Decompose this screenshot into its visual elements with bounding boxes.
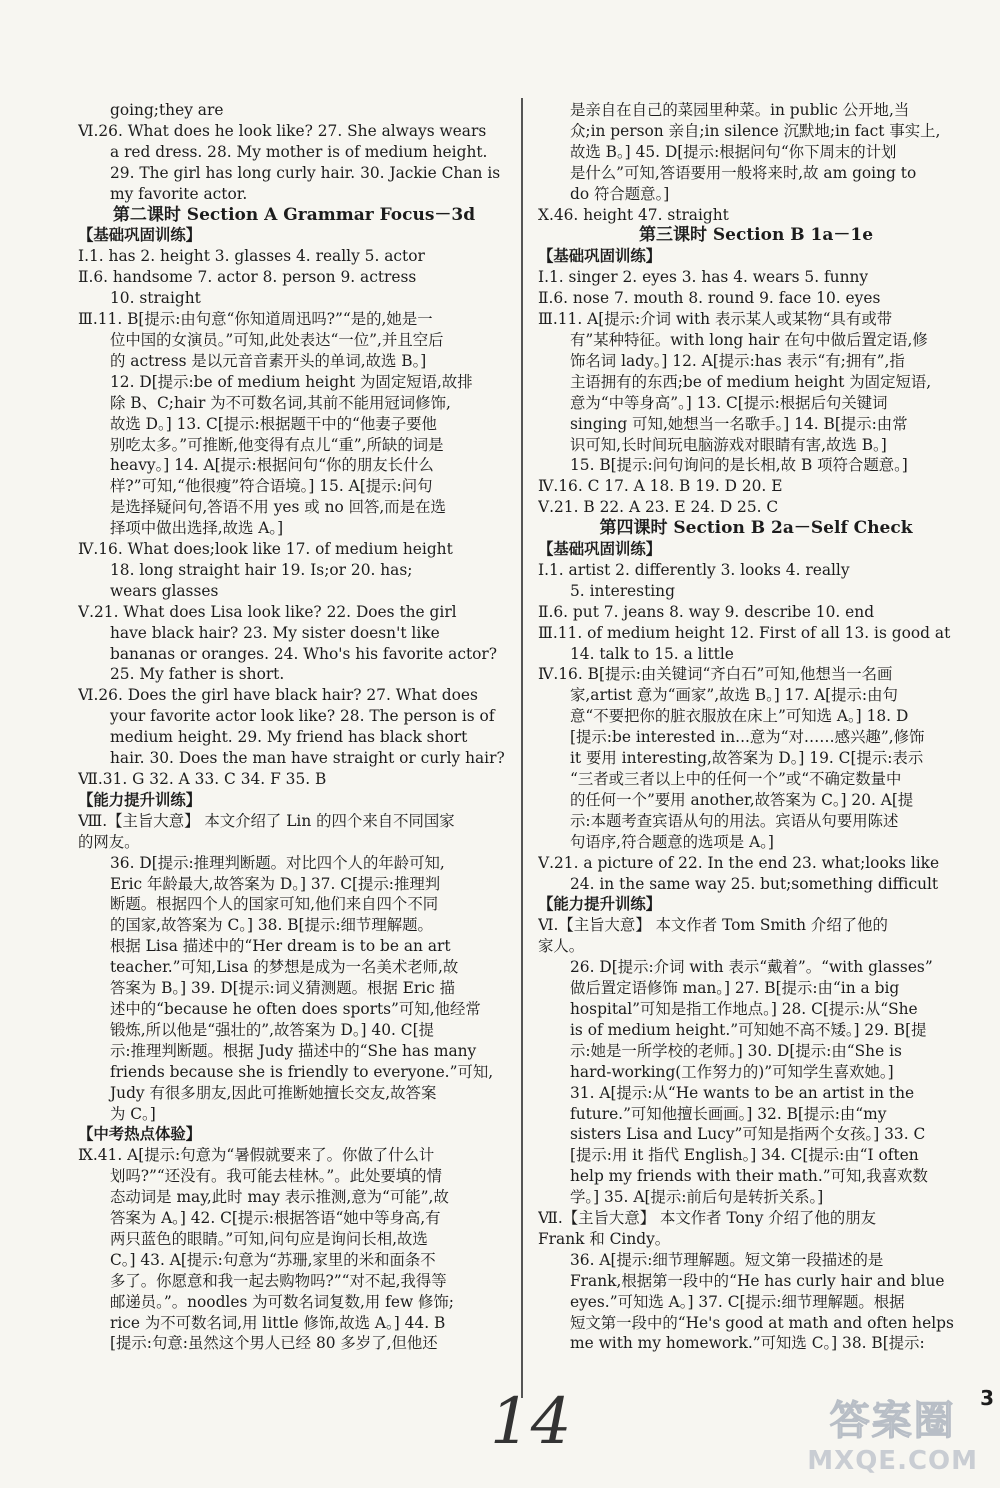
answer-line: my favorite actor. xyxy=(110,184,248,203)
answer-line: Frank,根据第一段中的“He has curly hair and blue xyxy=(570,1271,945,1290)
answer-line: 择项中做出选择,故选 A。] xyxy=(110,519,284,538)
answer-line: Ⅰ.1. singer 2. eyes 3. has 4. wears 5. funny xyxy=(538,268,869,287)
answer-line: teacher.”可知,Lisa 的梦想是成为一名美术老师,故 xyxy=(110,958,459,977)
answer-line: Ⅵ.26. What does he look like? 27. She always wears xyxy=(78,121,487,140)
answer-line: Ⅳ.16. What does;look like 17. of medium height xyxy=(78,540,453,559)
answer-line: “三者或三者以上中的任何一个”或“不确定数量中 xyxy=(570,770,902,788)
answer-line: 位中国的女演员。”可知,此处表达“一位”,并且空后 xyxy=(110,330,444,349)
answer-line: bananas or oranges. 24. Who's his favorite actor? xyxy=(110,644,498,663)
answer-line: 29. The girl has long curly hair. 30. Jackie Chan is xyxy=(110,163,501,182)
answer-line: hard-working(工作努力的)”可知学生喜欢她。] xyxy=(570,1062,894,1081)
answer-line: do 符合题意。] xyxy=(570,184,670,203)
answer-line: Frank 和 Cindy。 xyxy=(538,1229,671,1248)
answer-line: 的任何一个”要用 another,故答案为 C。] 20. A[提 xyxy=(570,790,914,809)
section-heading: 第四课时 Section B 2a－Self Check xyxy=(599,518,913,539)
answer-line: 意“不要把你的脏衣服放在床上”可知选 A。] 18. D xyxy=(570,707,909,726)
handwritten-note: 14 xyxy=(490,1385,572,1459)
answer-line: 答案为 A。] 42. C[提示:根据答语“她中等身高,有 xyxy=(110,1209,441,1228)
answer-line: Ⅶ.31. G 32. A 33. C 34. F 35. B xyxy=(78,770,327,788)
answer-line: Ⅱ.6. put 7. jeans 8. way 9. describe 10. end xyxy=(538,602,875,621)
answer-line: [提示:句意:虽然这个男人已经 80 多岁了,但他还 xyxy=(110,1334,438,1353)
answer-line: Ⅴ.21. What does Lisa look like? 22. Does the girl xyxy=(78,602,457,621)
answer-line: Ⅱ.6. handsome 7. actor 8. person 9. actress xyxy=(78,268,417,287)
answer-line: friends because she is friendly to everyone.”可知, xyxy=(110,1062,494,1081)
answer-line: 识可知,长时间玩电脑游戏对眼睛有害,故选 B。] xyxy=(570,435,887,454)
exercise-category-label: 【基础巩固训练】 xyxy=(538,247,662,266)
answer-line: 多了。你愿意和我一起去购物吗?”“对不起,我得等 xyxy=(110,1271,447,1290)
answer-line: 31. A[提示:从“He wants to be an artist in the xyxy=(570,1083,915,1102)
answer-line: Ⅷ.【主旨大意】 本文介绍了 Lin 的四个来自不同国家 xyxy=(78,811,455,830)
answer-line: 学。] 35. A[提示:前后句是转折关系。] xyxy=(570,1188,824,1207)
answer-line: sisters Lisa and Lucy”可知是指两个女孩。] 33. C xyxy=(570,1125,926,1144)
answer-line: 36. D[提示:推理判断题。对比四个人的年龄可知, xyxy=(110,853,445,872)
answer-line: is of medium height.”可知她不高不矮。] 29. B[提 xyxy=(570,1020,927,1039)
answer-line: Ⅹ.46. height 47. straight xyxy=(538,205,729,224)
answer-line: 的 actress 是以元音音素开头的单词,故选 B。] xyxy=(110,351,427,370)
answer-line: 25. My father is short. xyxy=(110,665,285,684)
answer-line: 的网友。 xyxy=(78,832,140,851)
exercise-category-label: 【中考热点体验】 xyxy=(78,1125,202,1144)
answer-line: your favorite actor look like? 28. The person is of xyxy=(110,707,495,726)
answer-line: Eric 年龄最大,故答案为 D。] 37. C[提示:推理判 xyxy=(110,874,441,893)
answer-line: Ⅸ.41. A[提示:句意为“暑假就要来了。你做了什么计 xyxy=(78,1146,435,1165)
answer-line: 是亲自在自己的菜园里种菜。in public 公开地,当 xyxy=(570,101,910,119)
answer-line: 5. interesting xyxy=(570,581,675,600)
answer-line: 意为“中等身高”。] 13. C[提示:根据后句关键词 xyxy=(570,393,888,412)
answer-line: eyes.”可知选 A。] 37. C[提示:细节理解题。根据 xyxy=(570,1292,905,1311)
watermark-text: 答案圈 xyxy=(829,1398,956,1444)
answer-line: 短文第一段中的“He's good at math and often helps xyxy=(570,1313,954,1332)
answer-line: Ⅱ.6. nose 7. mouth 8. round 9. face 10. eyes xyxy=(538,289,881,308)
answer-line: [提示:be interested in...意为“对……感兴趣”,修饰 xyxy=(570,728,925,747)
answer-line: 有”某种特征。with long hair 在句中做后置定语,修 xyxy=(570,330,928,349)
answer-line: 样?”可知,“他很瘦”符合语境。] 15. A[提示:问句 xyxy=(110,477,433,496)
answer-line: me with my homework.”可知选 C。] 38. B[提示: xyxy=(570,1334,925,1353)
page-number: 3 xyxy=(980,1386,994,1410)
answer-line: 24. in the same way 25. but;something difficult xyxy=(570,874,939,893)
answer-line: Ⅳ.16. C 17. A 18. B 19. D 20. E xyxy=(538,477,783,496)
answer-line: Ⅵ.26. Does the girl have black hair? 27. What does xyxy=(78,686,478,705)
section-heading: 第二课时 Section A Grammar Focus－3d xyxy=(112,204,476,225)
answer-line: 10. straight xyxy=(110,289,201,308)
answer-line: Ⅲ.11. A[提示:介词 with 表示某人或某物“具有或带 xyxy=(538,310,893,329)
answer-line: 36. A[提示:细节理解题。短文第一段描述的是 xyxy=(570,1250,884,1269)
answer-line: [提示:用 it 指代 English。] 34. C[提示:由“I often xyxy=(570,1146,919,1165)
answer-line: 主语拥有的东西;be of medium height 为固定短语, xyxy=(570,372,932,391)
answer-line: 14. talk to 15. a little xyxy=(570,644,734,663)
answer-line: Ⅰ.1. artist 2. differently 3. looks 4. really xyxy=(538,560,850,579)
answer-line: it 要用 interesting,故答案为 D。] 19. C[提示:表示 xyxy=(570,749,924,768)
answer-line: hospital”可知是指工作地点。] 28. C[提示:从“She xyxy=(570,999,918,1018)
answer-line: singing 可知,她想当一名歌手。] 14. B[提示:由常 xyxy=(570,414,908,433)
answer-line: heavy。] 14. A[提示:根据问句“你的朋友长什么 xyxy=(110,456,434,475)
answer-line: 句语序,符合题意的选项是 A。] xyxy=(570,832,774,851)
answer-line: hair. 30. Does the man have straight or curly hair? xyxy=(110,749,505,768)
column-divider xyxy=(521,98,523,1398)
answer-line: 别吃太多。”可推断,他变得有点儿“重”,所缺的词是 xyxy=(110,435,444,454)
answer-line: Judy 有很多朋友,因此可推断她擅长交友,故答案 xyxy=(110,1083,437,1102)
exercise-category-label: 【基础巩固训练】 xyxy=(78,226,202,245)
answer-line: 故选 D。] 13. C[提示:根据题干中的“他妻子要他 xyxy=(110,414,437,433)
answer-line: medium height. 29. My friend has black short xyxy=(110,728,468,747)
answer-line: 述中的“because he often does sports”可知,他经常 xyxy=(110,999,481,1018)
watermark-url: MXQE.COM xyxy=(807,1446,978,1476)
answer-line: have black hair? 23. My sister doesn't like xyxy=(110,623,440,642)
answer-line: 示:推理判断题。根据 Judy 描述中的“She has many xyxy=(110,1041,477,1060)
answer-line: 两只蓝色的眼睛。”可知,问句应是询问长相,故选 xyxy=(110,1229,428,1248)
right-column xyxy=(538,100,974,1354)
answer-line: future.”可知他擅长画画。] 32. B[提示:由“my xyxy=(570,1104,887,1123)
exercise-category-label: 【基础巩固训练】 xyxy=(538,540,662,559)
answer-line: Ⅴ.21. B 22. A 23. E 24. D 25. C xyxy=(538,498,779,517)
answer-line: Ⅲ.11. of medium height 12. First of all 13. is good at xyxy=(538,623,951,642)
answer-line: 的国家,故答案为 C。] 38. B[提示:细节理解题。 xyxy=(110,916,433,935)
answer-line: 做后置定语修饰 man。] 27. B[提示:由“in a big xyxy=(570,979,900,998)
answer-line: Ⅲ.11. B[提示:由句意“你知道周迅吗?”“是的,她是一 xyxy=(78,310,433,329)
answer-line: 12. D[提示:be of medium height 为固定短语,故排 xyxy=(110,372,473,391)
exercise-category-label: 【能力提升训练】 xyxy=(538,895,662,914)
answer-line: 众;in person 亲自;in silence 沉默地;in fact 事实上, xyxy=(570,121,941,140)
answer-line: rice 为不可数名词,用 little 修饰,故选 A。] 44. B xyxy=(110,1313,446,1332)
answer-line: Ⅰ.1. has 2. height 3. glasses 4. really 5. actor xyxy=(78,247,425,266)
answer-line: 态动词是 may,此时 may 表示推测,意为“可能”,故 xyxy=(110,1188,449,1207)
answer-line: Ⅴ.21. a picture of 22. In the end 23. what;looks like xyxy=(538,853,940,872)
answer-line: 示:她是一所学校的老师。] 30. D[提示:由“She is xyxy=(570,1041,902,1060)
answer-line: 划吗?”“还没有。我可能去桂林。”。此处要填的情 xyxy=(110,1167,442,1186)
answer-line: Ⅶ.【主旨大意】 本文作者 Tony 介绍了他的朋友 xyxy=(538,1209,877,1228)
answer-line: 根据 Lisa 描述中的“Her dream is to be an art xyxy=(110,937,451,956)
answer-line: 断题。根据四个人的国家可知,他们来自四个不同 xyxy=(110,895,439,914)
section-heading: 第三课时 Section B 1a－1e xyxy=(638,225,874,246)
left-column xyxy=(78,100,510,1354)
answer-line: 家,artist 意为“画家”,故选 B。] 17. A[提示:由句 xyxy=(570,686,898,705)
answer-line: 邮递员。”。noodles 为可数名词复数,用 few 修饰; xyxy=(110,1292,454,1311)
answer-line: 18. long straight hair 19. Is;or 20. has; xyxy=(110,560,413,579)
watermark-logo xyxy=(807,1389,978,1476)
answer-line: C。] 43. A[提示:句意为“苏珊,家里的米和面条不 xyxy=(110,1250,436,1269)
answer-line: 故选 B。] 45. D[提示:根据问句“你下周末的计划 xyxy=(570,142,897,161)
answer-line: 26. D[提示:介词 with 表示“戴着”。“with glasses” xyxy=(570,958,933,977)
answer-line: 为 C。] xyxy=(110,1104,156,1123)
answer-line: 答案为 B。] 39. D[提示:词义猜测题。根据 Eric 描 xyxy=(110,979,456,998)
answer-line: 示:本题考查宾语从句的用法。宾语从句要用陈述 xyxy=(570,811,899,830)
answer-line: 除 B、C;hair 为不可数名词,其前不能用冠词修饰, xyxy=(110,393,451,412)
answer-line: help my friends with their math.”可知,我喜欢数 xyxy=(570,1167,928,1186)
answer-line: Ⅳ.16. B[提示:由关键词“齐白石”可知,他想当一名画 xyxy=(538,665,893,684)
answer-line: going;they are xyxy=(110,101,224,119)
answer-line: 15. B[提示:问句询问的是长相,故 B 项符合题意。] xyxy=(570,456,908,475)
answer-line: 是什么”可知,答语要用一般将来时,故 am going to xyxy=(570,163,917,182)
answer-line: 家人。 xyxy=(538,937,585,956)
exercise-category-label: 【能力提升训练】 xyxy=(78,790,202,809)
answer-line: a red dress. 28. My mother is of medium height. xyxy=(110,142,488,161)
answer-line: 锻炼,所以他是“强壮的”,故答案为 D。] 40. C[提 xyxy=(110,1020,434,1039)
answer-line: 饰名词 lady。] 12. A[提示:has 表示“有;拥有”,指 xyxy=(570,351,905,370)
answer-line: 是选择疑问句,答语不用 yes 或 no 回答,而是在选 xyxy=(110,498,446,517)
answer-line: Ⅵ.【主旨大意】 本文作者 Tom Smith 介绍了他的 xyxy=(538,916,888,935)
answer-line: wears glasses xyxy=(110,581,219,600)
